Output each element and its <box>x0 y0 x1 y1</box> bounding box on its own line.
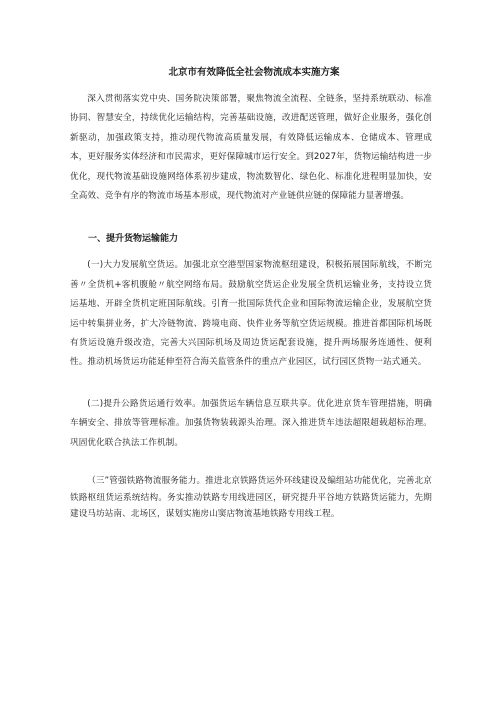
spacer <box>70 206 432 232</box>
document-title: 北京市有效降低全社会物流成本实施方案 <box>168 67 340 78</box>
item-3-paragraph: （三”管强铁路物流服务能力。推进北京铁路货运外环线建设及编组站功能优化，完善北京铁路枢纽货运系统结构。务实推动铁路专用线进园区，研究提升平谷地方铁路货运能力，先期建设马坊站南、北场区，谋划实施房山窦店物流基地铁路专用线工程。 <box>70 476 432 520</box>
spacer <box>70 453 432 473</box>
intro-paragraph: 深入贯彻落实党中央、国务院决策部署，聚焦物流全流程、全链条，坚持系统联动、标准协同、智慧安全，持续优化运输结构，完善基础设施，改进配送管理，做好企业服务，强化创新驱动，加强政策支持，推动现代物流高质量发展，有效降低运输成本、仓储成本、管理成本，更好服务实体经济和市民需求，更好保障城市运行安全。到2027年，货物运输结构进一步优化，现代物流基础设施网络体系初步建成，物流数智化、绿色化、标准化进程明显加快，安全高效、竞争有序的物流市场基本形成，现代物流对产业链供应链的保障能力显著增强。 <box>70 94 432 202</box>
item-1-paragraph: (一)大力发展航空货运。加强北京空港型国家物流枢纽建设，积极拓展国际航线，不断完善〃全货机+客机腹舱〃航空网络布局。鼓励航空货运企业发展全货机运输业务，支持设立货运基地、开辟全货机定班国际航线。引育一批国际货代企业和国际物流运输企业，发展航空货运中转集拼业务，扩大冷链物流、跨境电商、快件业务等航空货运规模。推进首都国际机场既有货运设施升级改造，完善大兴国际机场及周边货运配套设施，提升两场服务连通性、便利性。推动机场货运功能延伸至符合海关监管条件的重点产业园区，试行园区货物一站式通关。 <box>70 260 432 368</box>
spacer <box>70 373 432 395</box>
spacer <box>70 246 432 256</box>
item-2-paragraph: (二)提升公路货运通行效率。加强货运车辆信息互联共享。优化进京货车管理措施，明确车辆安全、排放等管理标准。加强货物装载源头治理。深入推进货车违法超限超载超标治理。巩固优化联合执法工作机制。 <box>70 398 432 448</box>
section-heading: 一、提升货物运输能力 <box>88 234 179 245</box>
